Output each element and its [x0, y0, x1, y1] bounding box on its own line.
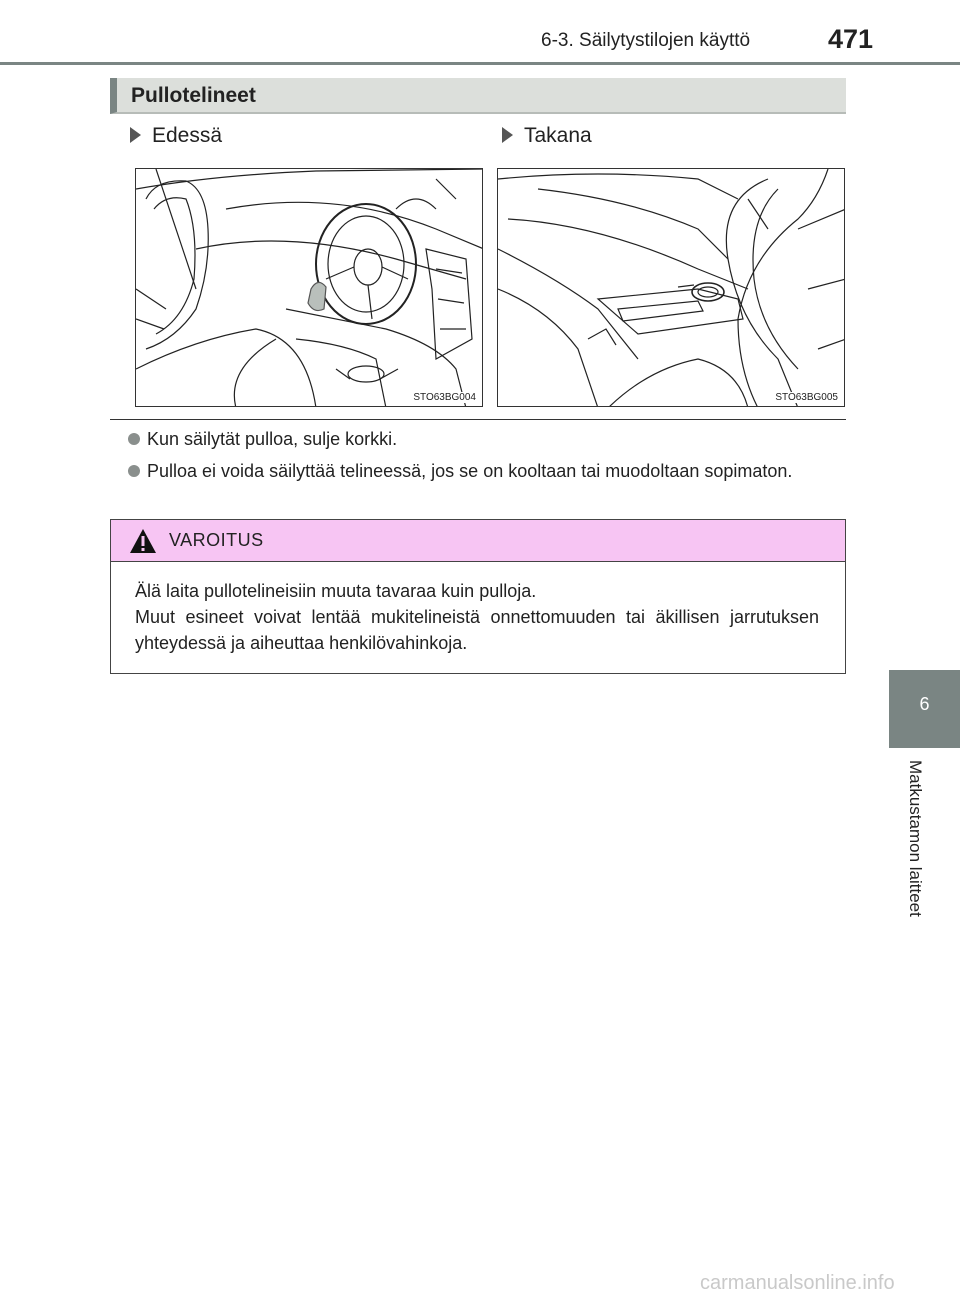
figure-code: STO63BG005 [775, 392, 838, 403]
warning-line: Muut esineet voivat lentää mukitelineistä onnettomuuden tai äkillisen jarrutuksen yhteydessä ja aiheuttaa henkilövahinkoja. [135, 607, 819, 653]
warning-body [135, 578, 819, 656]
sub-label-rear [502, 124, 592, 148]
bullet-text: Kun säilytät pulloa, sulje korkki. [147, 429, 398, 449]
bullet-item [128, 426, 848, 452]
section-divider [110, 419, 846, 420]
header-rule [0, 62, 960, 65]
triangle-bullet-icon [130, 127, 141, 143]
chapter-tab[interactable] [889, 670, 960, 748]
section-title-bar [110, 78, 846, 114]
front-cabin-illustration [136, 169, 483, 407]
watermark: carmanualsonline.info [700, 1272, 895, 1294]
warning-header [111, 520, 845, 562]
triangle-bullet-icon [502, 127, 513, 143]
bullet-item [128, 458, 848, 484]
warning-box [110, 519, 846, 674]
warning-triangle-icon [129, 528, 157, 554]
bullet-dot-icon [128, 465, 140, 477]
figure-front-cabin [135, 168, 483, 407]
chapter-title: Matkustamon laitteet [906, 760, 925, 917]
chapter-number: 6 [919, 694, 930, 714]
figure-rear-cabin [497, 168, 845, 407]
figure-code: STO63BG004 [413, 392, 476, 403]
section-title: Pullotelineet [131, 84, 256, 107]
bullet-text: Pulloa ei voida säilyttää telineessä, jos se on kooltaan tai muodoltaan sopimaton. [147, 461, 793, 481]
sub-label-front [130, 124, 222, 148]
header-section-title: 6-3. Säilytystilojen käyttö [541, 30, 751, 51]
warning-title: VAROITUS [169, 530, 264, 550]
page-number: 471 [828, 24, 874, 54]
rear-cabin-illustration [498, 169, 845, 407]
sub-label-front-text: Edessä [152, 124, 223, 147]
sub-label-rear-text: Takana [524, 124, 592, 147]
bullet-dot-icon [128, 433, 140, 445]
warning-line: Älä laita pullotelineisiin muuta tavaraa kuin pulloja. [135, 581, 537, 601]
